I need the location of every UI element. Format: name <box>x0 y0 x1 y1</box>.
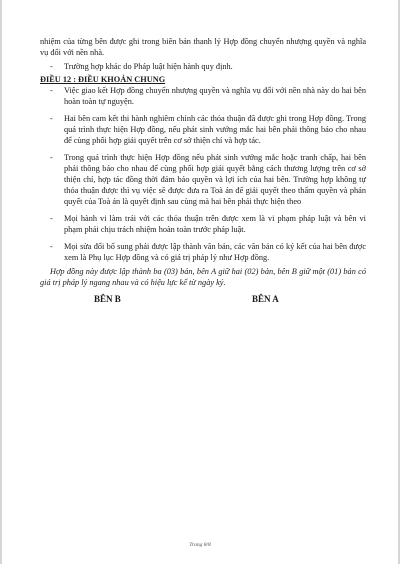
list-item-text: Mọi sửa đổi bổ sung phải được lập thành văn bản, các văn bản có ký kết của hai bên được xem là Phụ lục Hợp đồng và có giá trị pháp lý như Hợp đồng. <box>64 242 366 262</box>
list-item <box>40 213 366 235</box>
article-heading: ĐIỀU 12 : ĐIỀU KHOẢN CHUNG <box>40 75 166 84</box>
page-number: Trang 8/8 <box>189 542 211 548</box>
list-dash: - <box>50 62 53 71</box>
page-left-edge <box>0 0 2 564</box>
list-item <box>40 113 366 146</box>
list-item <box>40 241 366 263</box>
document-body <box>40 36 366 306</box>
list-item-text: Mọi hành vi làm trái với các thỏa thuận trên được xem là vi phạm pháp luật và bên vi phạm phải chịu trách nhiệm hoàn toàn trước pháp luật. <box>64 214 366 234</box>
list-item-text: Hai bên cam kết thi hành nghiêm chỉnh các thỏa thuận đã được ghi trong Hợp đồng. Trong quá trình thực hiện Hợp đồng, nếu phát sinh vướng mắc hai bên phải thông báo cho nhau để cùng phối hợp giải quyết trên cơ sở thiện chí và hợp tác. <box>64 114 366 145</box>
list-dash: - <box>50 242 53 251</box>
signature-block <box>40 294 366 306</box>
list-item-text: Trường hợp khác do Pháp luật hiện hành quy định. <box>64 62 233 71</box>
list-dash: - <box>50 153 53 162</box>
list-item <box>40 61 366 72</box>
party-a-label: BÊN A <box>252 294 279 304</box>
list-item <box>40 85 366 107</box>
party-b-label: BÊN B <box>94 294 121 304</box>
list-dash: - <box>50 114 53 123</box>
list-dash: - <box>50 86 53 95</box>
list-item-text: Trong quá trình thực hiện Hợp đồng nếu phát sinh vướng mắc hoặc tranh chấp, hai bên phải thông báo cho nhau để cùng phối hợp giải quyết bằng cách thương lượng trên cơ sở thiện chí, hợp tác đồng thời đảm bảo quyền và lợi ích của hai bên. Trường hợp không tự thỏa thuận được thì vụ việc sẽ được đưa ra Toà án để giải quyết theo thẩm quyền và phán quyết của Toà án là quyết định sau cùng mà hai bên phải thực hiện theo <box>64 153 366 206</box>
list-item-text: Việc giao kết Hợp đồng chuyển nhượng quyền và nghĩa vụ đổi với nền nhà này do hai bên hoàn toàn tự nguyện. <box>64 86 366 106</box>
list-dash: - <box>50 214 53 223</box>
continuation-paragraph: nhiệm của từng bên được ghi trong biên bản thanh lý Hợp đồng chuyển nhượng quyền và nghĩa vụ đổi với nền nhà. <box>40 37 366 57</box>
closing-paragraph: Hợp đồng này được lập thành ba (03) bản, bên A giữ hai (02) bản, bên B giữ một (01) bản có giá trị pháp lý ngang nhau và có hiệu lực kể từ ngày ký. <box>40 267 366 287</box>
list-item <box>40 152 366 207</box>
